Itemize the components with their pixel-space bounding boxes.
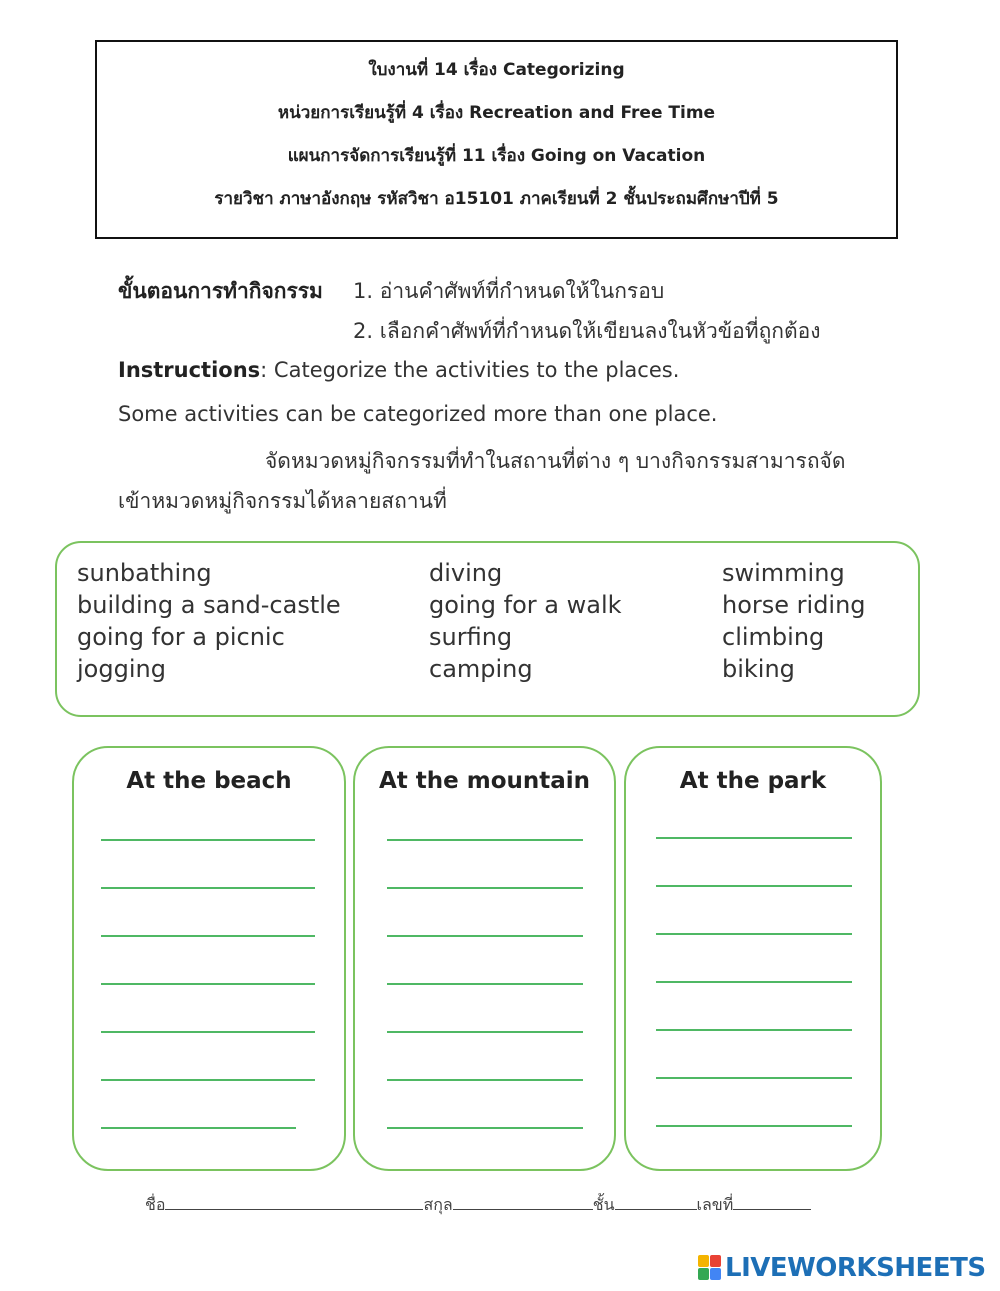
step-1: 1. อ่านคำศัพท์ที่กำหนดให้ในกรอบ (353, 279, 665, 303)
class-label: ชั้น (592, 1195, 615, 1214)
answer-line-beach-3[interactable] (101, 935, 315, 937)
surname-blank[interactable] (453, 1195, 593, 1210)
word-biking[interactable]: biking (722, 655, 795, 683)
word-going-for-picnic[interactable]: going for a picnic (77, 623, 285, 651)
number-label: เลขที่ (696, 1195, 734, 1214)
name-blank[interactable] (165, 1195, 423, 1210)
liveworksheets-logo (698, 1252, 986, 1284)
name-label: ชื่อ (145, 1195, 166, 1214)
steps-label-row (118, 275, 323, 308)
answer-line-mountain-3[interactable] (387, 935, 583, 937)
instructions-thai-1: จัดหมวดหมู่กิจกรรมที่ทำในสถานที่ต่าง ๆ บางกิจกรรมสามารถจัด (265, 449, 846, 473)
worksheet-title: ใบงานที่ 14 เรื่อง Categorizing (368, 60, 625, 80)
answer-line-park-5[interactable] (656, 1029, 852, 1031)
answer-line-beach-5[interactable] (101, 1031, 315, 1033)
answer-line-park-6[interactable] (656, 1077, 852, 1079)
word-building-sand-castle[interactable]: building a sand-castle (77, 591, 341, 619)
word-camping[interactable]: camping (429, 655, 533, 683)
answer-line-park-1[interactable] (656, 837, 852, 839)
answer-line-mountain-1[interactable] (387, 839, 583, 841)
answer-line-park-2[interactable] (656, 885, 852, 887)
category-park (624, 746, 882, 1171)
answer-line-mountain-4[interactable] (387, 983, 583, 985)
course-info: รายวิชา ภาษาอังกฤษ รหัสวิชา อ15101 ภาคเรียนที่ 2 ชั้นประถมศึกษาปีที่ 5 (214, 189, 779, 209)
category-park-title: At the park (679, 768, 827, 794)
word-surfing[interactable]: surfing (429, 623, 513, 651)
liveworksheets-icon (698, 1255, 722, 1281)
answer-line-beach-6[interactable] (101, 1079, 315, 1081)
liveworksheets-text: LIVEWORKSHEETS (725, 1253, 986, 1283)
step-2: 2. เลือกคำศัพท์ที่กำหนดให้เขียนลงในหัวข้อที่ถูกต้อง (353, 319, 821, 343)
word-horse-riding[interactable]: horse riding (722, 591, 866, 619)
answer-line-beach-4[interactable] (101, 983, 315, 985)
answer-line-park-4[interactable] (656, 981, 852, 983)
lesson-plan-title: แผนการจัดการเรียนรู้ที่ 11 เรื่อง Going on Vacation (287, 146, 706, 166)
steps-label: ขั้นตอนการทำกิจกรรม (118, 279, 323, 303)
category-beach (72, 746, 346, 1171)
answer-line-mountain-6[interactable] (387, 1079, 583, 1081)
instructions-text-1: : Categorize the activities to the places. (260, 358, 680, 382)
instructions-label: Instructions (118, 358, 261, 382)
surname-label: สกุล (423, 1195, 453, 1214)
instructions-thai-2: เข้าหมวดหมู่กิจกรรมได้หลายสถานที่ (118, 489, 447, 513)
answer-line-beach-1[interactable] (101, 839, 315, 841)
category-mountain (353, 746, 616, 1171)
answer-line-mountain-2[interactable] (387, 887, 583, 889)
instructions-text-2: Some activities can be categorized more than one place. (118, 402, 718, 426)
answer-line-park-3[interactable] (656, 933, 852, 935)
word-diving[interactable]: diving (429, 559, 503, 587)
class-blank[interactable] (615, 1195, 697, 1210)
answer-line-beach-2[interactable] (101, 887, 315, 889)
student-info-row (145, 1193, 811, 1218)
category-mountain-title: At the mountain (378, 768, 591, 794)
answer-line-beach-7[interactable] (101, 1127, 296, 1129)
word-sunbathing[interactable]: sunbathing (77, 559, 212, 587)
category-beach-title: At the beach (126, 768, 292, 794)
number-blank[interactable] (733, 1195, 811, 1210)
word-going-for-walk[interactable]: going for a walk (429, 591, 622, 619)
answer-line-park-7[interactable] (656, 1125, 852, 1127)
word-bank (55, 541, 920, 717)
unit-title: หน่วยการเรียนรู้ที่ 4 เรื่อง Recreation and Free Time (277, 103, 716, 123)
word-swimming[interactable]: swimming (722, 559, 845, 587)
answer-line-mountain-7[interactable] (387, 1127, 583, 1129)
instructions-line-1 (118, 358, 679, 382)
word-jogging[interactable]: jogging (77, 655, 166, 683)
answer-line-mountain-5[interactable] (387, 1031, 583, 1033)
word-climbing[interactable]: climbing (722, 623, 825, 651)
header-box (95, 40, 898, 239)
